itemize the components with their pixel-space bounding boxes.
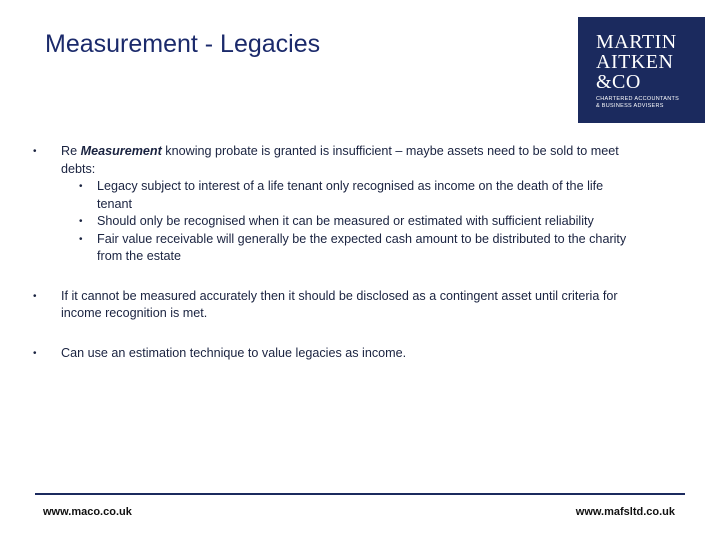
bullet-text: knowing probate is granted is insufficient – maybe assets need to be sold to meet debts: [61,144,619,176]
footer-divider [35,493,685,495]
bullet-emphasis: Measurement [80,144,162,158]
logo-line-1: MARTIN [596,31,677,53]
bullet-prefix: Re [61,144,81,158]
logo-subtitle-2: & BUSINESS ADVISERS [596,103,664,109]
footer-link-mafsltd[interactable]: www.mafsltd.co.uk [575,506,675,518]
sub-bullet-fair-value: • Fair value receivable will generally be the expected cash amount to be distributed to the charity from the estate [61,231,633,266]
sub-bullet-life-tenant: • Legacy subject to interest of a life tenant only recognised as income on the death of the life tenant [61,178,633,213]
logo-line-3: &CO [596,71,641,93]
spacer [33,323,633,345]
logo-line-2: AITKEN [596,51,674,73]
bullet-contingent-asset: • If it cannot be measured accurately then it should be disclosed as a contingent asset until criteria for income recognition is met. [33,288,633,323]
logo-subtitle-1: CHARTERED ACCOUNTANTS [596,96,680,102]
bullet-measurement [33,143,633,178]
slide-body [33,143,633,362]
company-logo [578,17,705,123]
spacer [33,266,633,288]
sub-bullet-reliability: • Should only be recognised when it can be measured or estimated with sufficient reliability [61,213,633,231]
bullet-estimation: • Can use an estimation technique to value legacies as income. [33,345,633,363]
slide-title: Measurement - Legacies [45,30,321,58]
footer-link-maco[interactable]: www.maco.co.uk [43,506,132,518]
